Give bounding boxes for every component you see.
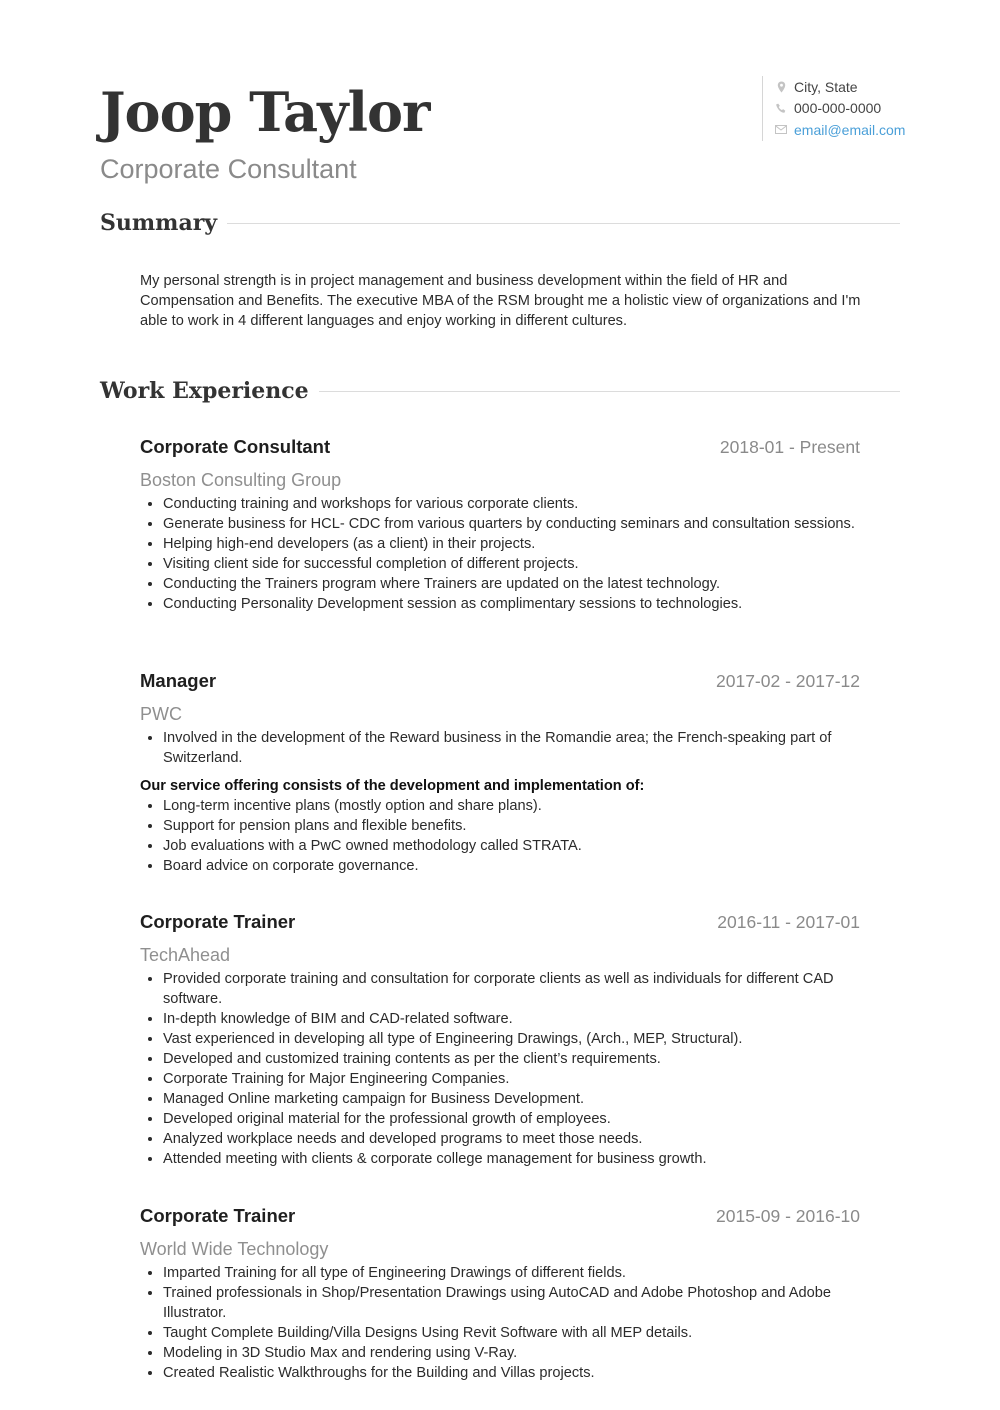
job-title: Corporate Trainer xyxy=(140,911,296,932)
job-header xyxy=(140,436,860,466)
contact-email[interactable] xyxy=(775,119,913,141)
job-bullets xyxy=(140,494,860,614)
job-bullets xyxy=(140,728,860,768)
summary-heading: Summary xyxy=(100,210,218,236)
job-company: TechAhead xyxy=(140,945,231,965)
bullet-item: • Helping high-end developers (as a client) in their projects. xyxy=(163,534,860,554)
job-subheading: Our service offering consists of the development and implementation of: xyxy=(140,778,645,794)
bullet-item: • Developed original material for the professional growth of employees. xyxy=(163,1109,860,1129)
bullet-item: • Support for pension plans and flexible benefits. xyxy=(163,816,860,836)
bullet-item: • Taught Complete Building/Villa Designs Using Revit Software with all MEP details. xyxy=(163,1323,860,1343)
experience-heading: Work Experience xyxy=(100,378,309,404)
job-bullets xyxy=(140,969,860,1169)
bullet-item: • Imparted Training for all type of Engineering Drawings of different fields. xyxy=(163,1263,860,1283)
bullet-item: • In-depth knowledge of BIM and CAD-related software. xyxy=(163,1009,860,1029)
job-entry xyxy=(140,436,860,614)
candidate-name: Joop Taylor xyxy=(100,80,430,144)
summary-section-header xyxy=(100,209,900,237)
envelope-icon xyxy=(775,123,787,136)
bullet-item: • Conducting Personality Development session as complimentary sessions to technologies. xyxy=(163,594,860,614)
bullet-item: • Attended meeting with clients & corporate college management for business growth. xyxy=(163,1149,860,1169)
bullet-item: • Conducting training and workshops for various corporate clients. xyxy=(163,494,860,514)
job-dates: 2015-09 - 2016-10 xyxy=(716,1206,860,1226)
bullet-item: • Long-term incentive plans (mostly option and share plans). xyxy=(163,796,860,816)
candidate-title: Corporate Consultant xyxy=(100,154,357,184)
job-header xyxy=(140,911,860,941)
job-title: Corporate Trainer xyxy=(140,1205,296,1226)
map-pin-icon xyxy=(775,80,787,93)
section-divider xyxy=(319,391,900,392)
job-dates: 2017-02 - 2017-12 xyxy=(716,671,860,691)
job-entry xyxy=(140,1205,860,1383)
bullet-item: • Managed Online marketing campaign for Business Development. xyxy=(163,1089,860,1109)
phone-icon xyxy=(775,102,787,115)
location-text: City, State xyxy=(794,78,858,95)
job-title: Manager xyxy=(140,670,217,691)
job-header xyxy=(140,1205,860,1235)
job-company: World Wide Technology xyxy=(140,1239,329,1259)
bullet-item: • Vast experienced in developing all type of Engineering Drawings, (Arch., MEP, Structural). xyxy=(163,1029,860,1049)
bullet-item: • Created Realistic Walkthroughs for the Building and Villas projects. xyxy=(163,1363,860,1383)
job-entry xyxy=(140,670,860,876)
bullet-item: • Involved in the development of the Reward business in the Romandie area; the French-speaking part of Switzerland. xyxy=(163,728,860,768)
bullet-item: • Board advice on corporate governance. xyxy=(163,856,860,876)
bullet-item: • Provided corporate training and consultation for corporate clients as well as individuals for different CAD software. xyxy=(163,969,860,1009)
bullet-item: • Modeling in 3D Studio Max and rendering using V-Ray. xyxy=(163,1343,860,1363)
job-sub-bullets xyxy=(140,796,860,876)
bullet-item: • Trained professionals in Shop/Presentation Drawings using AutoCAD and Adobe Photoshop and Adobe Illustrator. xyxy=(163,1283,860,1323)
contact-phone xyxy=(775,98,913,120)
job-dates: 2018-01 - Present xyxy=(719,437,860,457)
bullet-item: • Analyzed workplace needs and developed programs to meet those needs. xyxy=(163,1129,860,1149)
bullet-item: • Visiting client side for successful completion of different projects. xyxy=(163,554,860,574)
job-title: Corporate Consultant xyxy=(140,436,331,457)
summary-text: My personal strength is in project management and business development within the field of HR and Compensation and Benefits. The executive MBA of the RSM brought me a holistic view of organizations and I'm able to work in 4 different languages and enjoy working in different cultures. xyxy=(140,273,861,329)
experience-section-header xyxy=(100,377,900,405)
bullet-item: • Corporate Training for Major Engineering Companies. xyxy=(163,1069,860,1089)
section-divider xyxy=(227,223,900,224)
job-company: PWC xyxy=(140,704,182,724)
bullet-item: • Generate business for HCL- CDC from various quarters by conducting seminars and consultation sessions. xyxy=(163,514,860,534)
bullet-item: • Developed and customized training contents as per the client’s requirements. xyxy=(163,1049,860,1069)
job-bullets xyxy=(140,1263,860,1383)
bullet-item: • Job evaluations with a PwC owned methodology called STRATA. xyxy=(163,836,860,856)
job-dates: 2016-11 - 2017-01 xyxy=(717,912,860,932)
contact-location xyxy=(775,76,913,98)
phone-text: 000-000-0000 xyxy=(794,100,882,117)
contact-block xyxy=(762,76,913,141)
email-link[interactable]: email@email.com xyxy=(794,121,906,138)
job-header xyxy=(140,670,860,700)
job-entry xyxy=(140,911,860,1169)
job-company: Boston Consulting Group xyxy=(140,470,342,490)
bullet-item: • Conducting the Trainers program where Trainers are updated on the latest technology. xyxy=(163,574,860,594)
